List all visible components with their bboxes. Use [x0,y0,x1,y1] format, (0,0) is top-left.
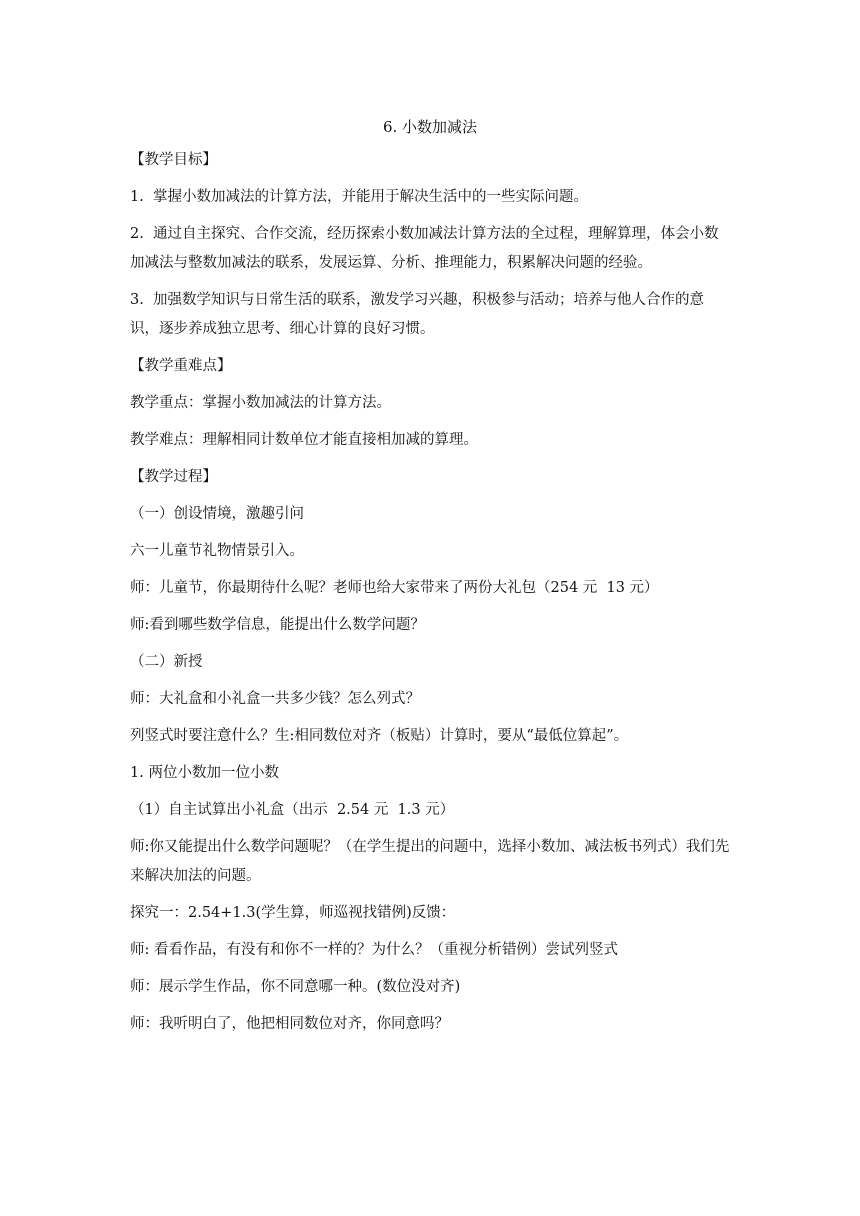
paragraph: 六一儿童节礼物情景引入。 [130,543,304,559]
paragraph: 师：大礼盒和小礼盒一共多少钱？怎么列式？ [130,691,420,707]
section-heading-objectives: 【教学目标】 [130,152,217,168]
section-heading-process: 【教学过程】 [130,469,217,485]
paragraph: 师：我听明白了，他把相同数位对齐，你同意吗？ [130,1016,449,1032]
paragraph: 师：展示学生作品，你不同意哪一种。(数位没对齐) [130,979,461,995]
objective-1: 1. 掌握小数加减法的计算方法，并能用于解决生活中的一些实际问题。 [130,189,589,205]
process-step-2: （二）新授 [130,654,203,670]
document-body [130,150,732,1051]
section-heading-key-points: 【教学重难点】 [130,358,232,374]
paragraph: 师: 看看作品，有没有和你不一样的？为什么？（重视分析错例）尝试列竖式 [130,942,618,958]
key-point: 教学重点：掌握小数加减法的计算方法。 [130,395,391,411]
page-title: 6. 小数加减法 [382,118,478,136]
paragraph: 师:看到哪些数学信息，能提出什么数学问题？ [130,617,425,633]
paragraph: （1）自主试算出小礼盒（出示 2.54 元 1.3 元） [130,802,455,818]
process-step-1: （一）创设情境，激趣引问 [130,506,304,522]
paragraph: 师：儿童节，你最期待什么呢？老师也给大家带来了两份大礼包（254 元 13 元） [130,580,659,596]
objective-2: 2. 通过自主探究、合作交流，经历探索小数加减法计算方法的全过程，理解算理，体会小数加减法与整数加减法的联系，发展运算、分析、推理能力，积累解决问题的经验。 [130,226,719,271]
objective-3: 3. 加强数学知识与日常生活的联系，激发学习兴趣，积极参与活动；培养与他人合作的意识，逐步养成独立思考、细心计算的良好习惯。 [130,292,705,337]
paragraph: 师:你又能提出什么数学问题呢？（在学生提出的问题中，选择小数加、减法板书列式）我们先来解决加法的问题。 [130,839,730,884]
paragraph: 探究一：2.54+1.3(学生算，师巡视找错例)反馈： [130,905,456,921]
difficult-point: 教学难点：理解相同计数单位才能直接相加减的算理。 [130,432,478,448]
paragraph: 列竖式时要注意什么？生:相同数位对齐（板贴）计算时，要从“最低位算起”。 [130,728,629,744]
subsection-heading: 1. 两位小数加一位小数 [130,765,279,781]
